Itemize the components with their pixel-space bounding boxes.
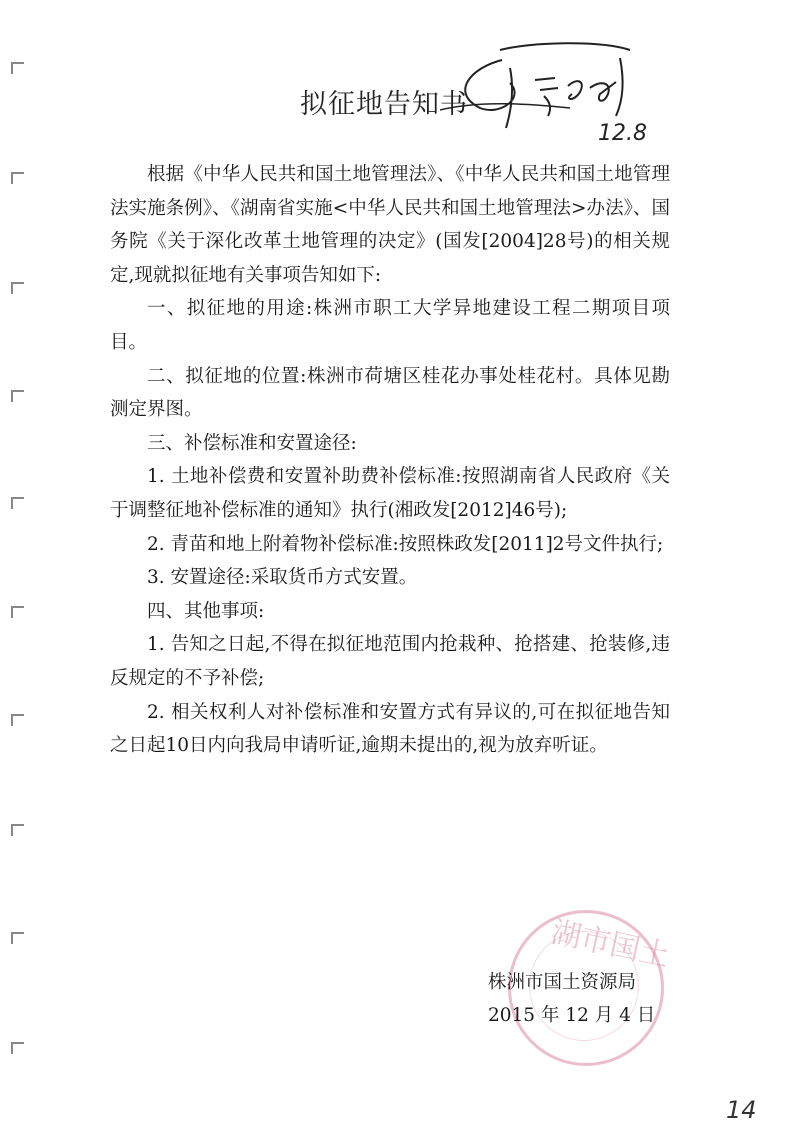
paragraph: 二、拟征地的位置:株洲市荷塘区桂花办事处桂花村。具体见勘测定界图。 [110, 365, 670, 421]
svg-text:14: 14 [726, 1096, 757, 1124]
page-number-mark [722, 1090, 782, 1130]
paragraph: 四、其他事项: [147, 600, 265, 622]
paragraph: 1. 告知之日起,不得在拟征地范围内抢栽种、抢搭建、抢装修,违反规定的不予补偿; [110, 634, 670, 689]
paragraph: 一、拟征地的用途:株洲市职工大学异地建设工程二期项目项目。 [110, 298, 670, 353]
signing-organization: 株洲市国土资源局 [488, 972, 637, 993]
paragraph: 1. 土地补偿费和安置补助费补偿标准:按照湖南省人民政府《关于调整征地补偿标准的通知》执行(湘政发[2012]46号); [110, 466, 670, 521]
paragraph: 3. 安置途径:采取货币方式安置。 [147, 567, 418, 589]
signing-date: 2015 年 12 月 4 日 [488, 1005, 656, 1026]
handwritten-date: 12.8 [598, 121, 647, 146]
handwritten-signature [440, 38, 680, 148]
seal-text: 湖市国土 [547, 914, 673, 975]
document-body [110, 158, 670, 763]
paragraph: 2. 相关权利人对补偿标准和安置方式有异议的,可在拟征地告知之日起10日内向我局申请听证,逾期未提出的,视为放弃听证。 [110, 701, 670, 757]
paragraph: 根据《中华人民共和国土地管理法》、《中华人民共和国土地管理法实施条例》、《湖南省实施<中华人民共和国土地管理法>办法》、国务院《关于深化改革土地管理的决定》(国发[2004]28号)的相关规定,现就拟征地有关事项告知如下: [110, 164, 670, 286]
paragraph: 三、补偿标准和安置途径: [147, 432, 357, 454]
paragraph: 2. 青苗和地上附着物补偿标准:按照株政发[2011]2号文件执行; [147, 533, 664, 555]
document-title: 拟征地告知书 [300, 89, 468, 120]
